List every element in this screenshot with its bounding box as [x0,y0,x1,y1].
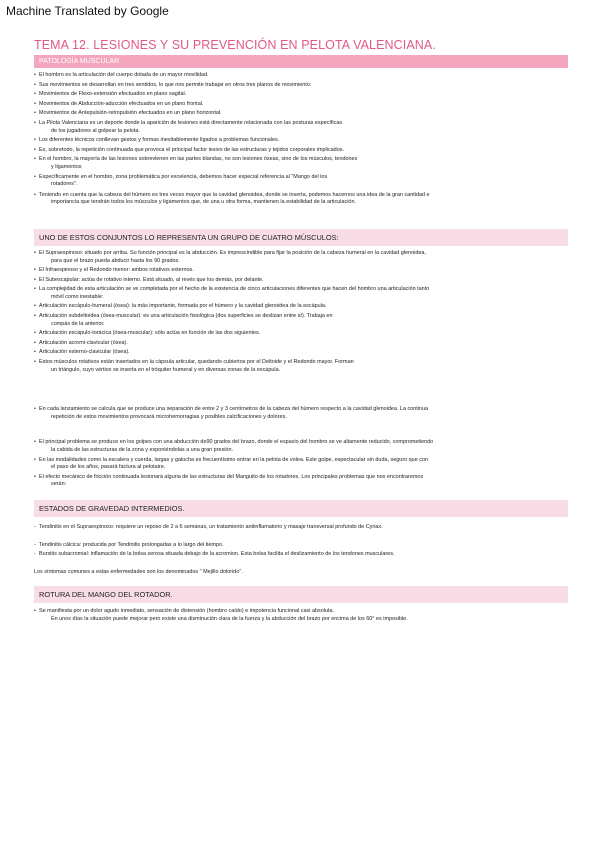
section-heading-four-muscles: UNO DE ESTOS CONJUNTOS LO REPRESENTA UN GRUPO DE CUATRO MÚSCULOS: [34,229,568,246]
list-item-continuation: y ligamentos [51,163,82,170]
list-item-line: Movimientos de Antepulsión-retropulsión efectuados en un plano horizontal. [39,110,222,117]
list-item-line: El hombro es la articulación del cuerpo dotada de un mayor movilidad. [39,72,209,78]
list-item-line: La complejidad de esta articulación se ve completada por el hecho de la existencia de cinco articulaciones diferentes que hacen del hombro una articulación tanto [39,286,430,293]
list-item [34,286,568,301]
four-muscles-list [34,250,568,374]
list-item [34,542,568,550]
list-item-continuation: repetición de estos movimientos provocará microhemorragias y posibles calcificaciones y dolores. [51,413,287,420]
document-title: TEMA 12. LESIONES Y SU PREVENCIÓN EN PELOTA VALENCIANA. [34,38,436,52]
section-heading-intermediate-states: ESTADOS DE GRAVEDAD INTERMEDIOS. [34,500,568,517]
list-item-continuation: el paso de los años, pasará factura al pelotaire. [51,464,166,471]
list-item-line: Movimientos de Abducción-aducción efectuados en un plano frontal. [39,100,204,107]
list-item-line: El Supraespinoso: situado por arriba. Su función principal es la abducción. Es imprescindible para fijar la posición de la cabeza humeral en la cavidad glenoidea, [39,249,426,256]
list-item-continuation: la cabida de las estructuras de la zona y exponiéndolas a una gran presión. [51,447,233,453]
list-item-line: Teniendo en cuenta que la cabeza del húmero es tres veces mayor que la cavidad glenoidea, donde se inserta, podemos hacernos una idea de la gran cantidad e [39,191,430,198]
list-item [34,313,568,328]
list-item-line: Específicamente en el hombro, zona problemática por excelencia, debemos hacer especial referencia al "Mango del los [39,173,328,180]
list-item [34,147,568,155]
list-item-continuation: un triángulo, cuyo vértice se inserta en el tróquiter humeral y en diversas zonas de la escápula. [51,366,281,373]
list-item-line: El efecto mecánico de fricción continuada lesionará alguna de las estructuras del Manguito de los rotadores. Los principales problemas que nos encontraremos [39,473,424,480]
machine-translated-header: Machine Translated by Google [6,4,169,18]
intermediate-states-list [34,524,568,576]
document-page [34,38,568,624]
list-item [34,349,568,357]
list-item-line: Tendinitis cálcica: producida por Tendinitis prolongadas a lo largo del tiempo. [39,541,224,548]
list-item [34,457,568,472]
list-item-line: Estos músculos rotativos están insertados en la cápsula articular, quedando cubiertos por el Deltoide y el Redondo mayor. Forman [39,359,354,366]
list-item-line: Articulación subdeltoidea (ósea-muscular): es una articulación fisiológica (dos superficies se deslizan entre sí). Trabaja en [39,313,333,320]
list-item-line: Articulación escápulo-humeral (ósea): la más importante, formada por el húmero y la cavidad glenoidea de la escápula. [39,303,327,310]
list-item-line: El principal problema se produce en los golpes con una abducción de90 grados del brazo, donde el espacio del hombro se ve altamente reducido, comprometiendo [39,439,434,446]
throw-separation-list [34,406,568,421]
list-item [34,359,568,374]
list-item [34,120,568,135]
section-heading-rotator-cuff-tear: ROTURA DEL MANGO DEL ROTADOR. [34,586,568,603]
list-item [34,137,568,145]
list-item-line: Se manifiesta por un dolor agudo inmediato, sensación de distensión (hombro caído) e impotencia funcional casi absoluta. [39,608,335,615]
list-item-line: En cada lanzamiento se calcula que se produce una separación de entre 2 y 3 centímetros de la cabeza del húmero respecto a la cavidad glenoidea. La continua [39,406,429,413]
list-item [34,439,568,454]
list-item-line: Articulación escápulo-torácica (ósea-muscular): sólo actúa en función de las dos siguientes. [39,330,261,337]
list-item-continuation: En unos días la situación puede mejorar pero existe una disminución clara de la fuerza y la abducción del brazo por encima de los 60° es imposible. [51,615,408,622]
list-item [34,101,568,109]
list-item [34,82,568,90]
list-item-continuation: compás de la anterior. [51,320,105,327]
list-item-line: Sus movimientos se desarrollan en tres sentidos, lo que nos permite trabajar en otros tres planos de movimiento: [39,81,312,88]
list-item [34,551,568,559]
list-item-line: Es, sobretodo, la repetición continuada que provoca el principal factor lesivo de las estructuras y tejidos corporales implicados. [39,146,344,153]
list-item [34,406,568,421]
list-item [34,303,568,311]
list-item [34,474,568,489]
list-item-line: Los síntomas comunes a estas enfermedades son los denominados " Mejillo dolorido". [34,568,243,575]
list-item-line: Los diferentes técnicos conllevan gestos y formas inevitablemente ligados a problemas funcionales. [39,137,280,144]
list-item-continuation: de los jugadores al golpear la pelota. [51,127,140,134]
list-item [34,524,568,532]
list-item-continuation: serán: [51,481,67,488]
list-item-line: Movimientos de Flexo-extensión efectuados en plano sagital. [39,91,187,98]
list-item-line: El Infraespinoso y el Redondo menor: ambos rotativos externos. [39,267,194,274]
list-item [34,608,568,623]
list-item [34,72,568,80]
list-item-continuation: para que el brazo pueda abducir hasta los 90 grados. [51,257,180,264]
list-item-continuation: rotadores". [51,181,78,188]
list-item-line: Bursitis subacromial: inflamación de la bolsa serosa situada debajo de la acromion. Esta bolsa facilita el deslizamiento de los tendones musculares. [39,551,395,558]
list-item-line: La Pilota Valenciana es un deporte donde la aparición de lesiones está directamente relacionada con las posturas específicas [39,119,343,126]
list-item-continuation: móvil como inestable: [51,293,104,300]
section-heading-muscular-pathology: PATOLOGÍA MUSCULAR. [34,55,568,68]
list-item [34,192,568,207]
list-item-continuation: importancia que tendrán todos los músculos y ligamentos que, de una u otra forma, mantienen la estabilidad de la articulación. [51,199,356,206]
list-item [34,340,568,348]
list-item [34,569,568,577]
list-item [34,156,568,171]
list-item [34,330,568,338]
list-item-line: Articulación acromi-clavicular (ósea). [39,339,128,346]
list-item-line: Tendinitis en el Supraespinoso: requiere un reposo de 2 a 6 semanas, un tratamiento antiinflamatorio y masaje transversal profundo de Cyriax. [39,523,383,530]
list-item-line: En el hombro, la mayoría de las lesiones sobrevienen en las partes blandas, no son lesiones óseas, sino de los músculos, tendones [39,156,358,163]
list-item [34,174,568,189]
list-item-line: El Subescapular: actúa de rotativo interno. Está situado, al revés que los demás, por delante. [39,276,264,283]
list-item [34,250,568,265]
list-item [34,267,568,275]
rotator-cuff-tear-list [34,608,568,623]
list-item-line: Articulación esterno-clavicular (ósea). [39,349,130,356]
list-item [34,91,568,99]
muscular-pathology-list [34,72,568,207]
main-problem-list [34,439,568,489]
list-item [34,277,568,285]
list-item [34,110,568,118]
list-item-line: En las modalidades como la escalera y cuerda, largas y galocha es frecuentísimo entrar en la pelota de volea. Este golpe, espectacular sin duda, seguro que con [39,456,429,463]
